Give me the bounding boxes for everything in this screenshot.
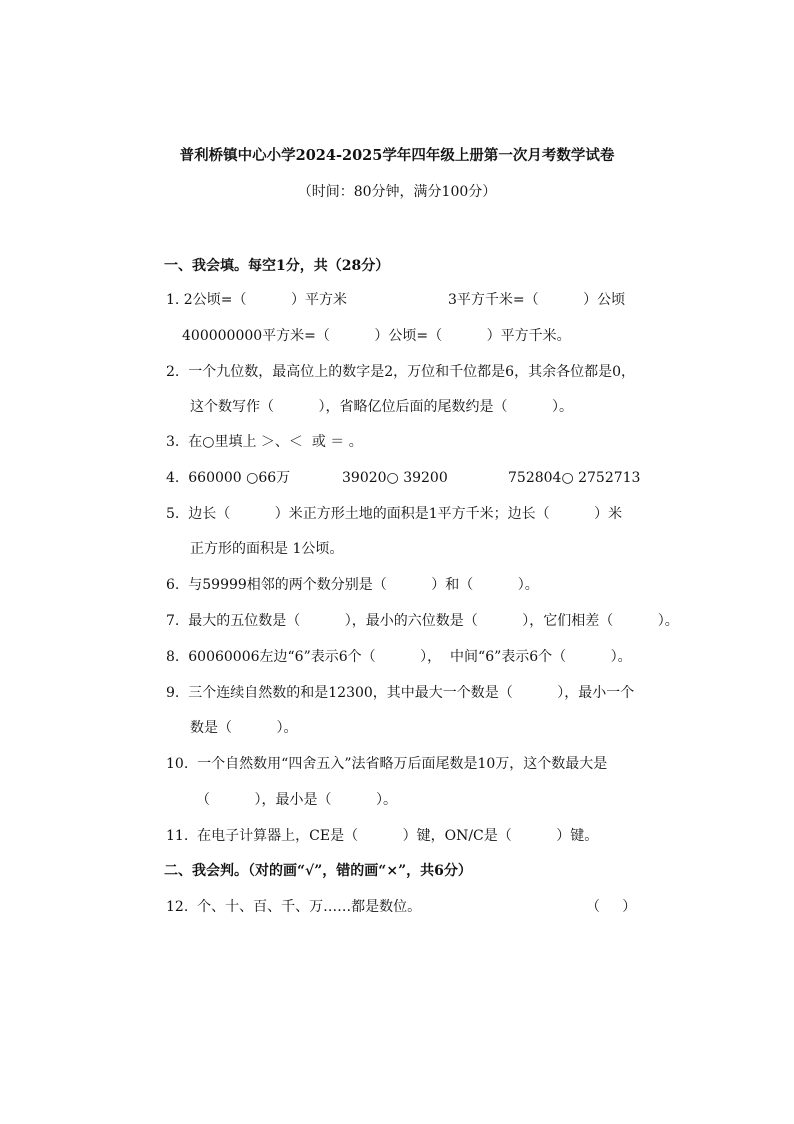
question-8: 8. 60060006左边“6”表示6个（ ）， 中间“6”表示6个（ ）。 (166, 649, 632, 665)
question-9-line-1: 9. 三个连续自然数的和是12300，其中最大一个数是（ ），最小一个 (166, 685, 635, 701)
question-1-part-2: 3平方千米=（ ）公顷 (448, 292, 626, 308)
section-1-heading: 一、我会填。每空1分，共（28分） (164, 258, 390, 274)
question-1-part-1: 1. 2公顷=（ ）平方米 (166, 292, 347, 308)
question-9-line-2: 数是（ ）。 (190, 720, 298, 736)
question-12: 12. 个、十、百、千、万……都是数位。 (166, 899, 422, 915)
question-7: 7. 最大的五位数是（ ），最小的六位数是（ ），它们相差（ ）。 (166, 613, 679, 629)
question-10-line-2: （ ），最小是（ ）。 (196, 792, 398, 808)
question-2-line-1: 2. 一个九位数，最高位上的数字是2，万位和千位都是6，其余各位都是0， (166, 364, 635, 380)
exam-subtitle: （时间：80分钟，满分100分） (297, 184, 497, 200)
question-4-part-3: 752804○ 2752713 (508, 470, 641, 486)
question-6: 6. 与59999相邻的两个数分别是（ ）和（ ）。 (166, 577, 539, 593)
question-1-line-2: 400000000平方米=（ ）公顷=（ ）平方千米。 (182, 328, 571, 344)
question-4-part-1: 4. 660000 ○66万 (166, 470, 291, 486)
question-5-line-2: 正方形的面积是 1公顷。 (190, 541, 344, 557)
question-11: 11. 在电子计算器上，CE是（ ）键，ON/C是（ ）键。 (166, 828, 599, 844)
question-2-line-2: 这个数写作（ ），省略亿位后面的尾数约是（ ）。 (190, 399, 574, 415)
exam-title: 普利桥镇中心小学2024-2025学年四年级上册第一次月考数学试卷 (179, 147, 615, 164)
question-10-line-1: 10. 一个自然数用“四舍五入”法省略万后面尾数是10万，这个数最大是 (166, 756, 608, 772)
question-5-line-1: 5. 边长（ ）米正方形土地的面积是1平方千米；边长（ ）米 (166, 506, 623, 522)
question-4-part-2: 39020○ 39200 (342, 470, 448, 486)
question-12-answer-bracket: （ ） (586, 899, 637, 915)
section-2-heading: 二、我会判。（对的画“√”，错的画“×”，共6分） (164, 863, 472, 879)
question-3: 3. 在○里填上 ＞、＜ 或 ＝ 。 (166, 434, 363, 450)
